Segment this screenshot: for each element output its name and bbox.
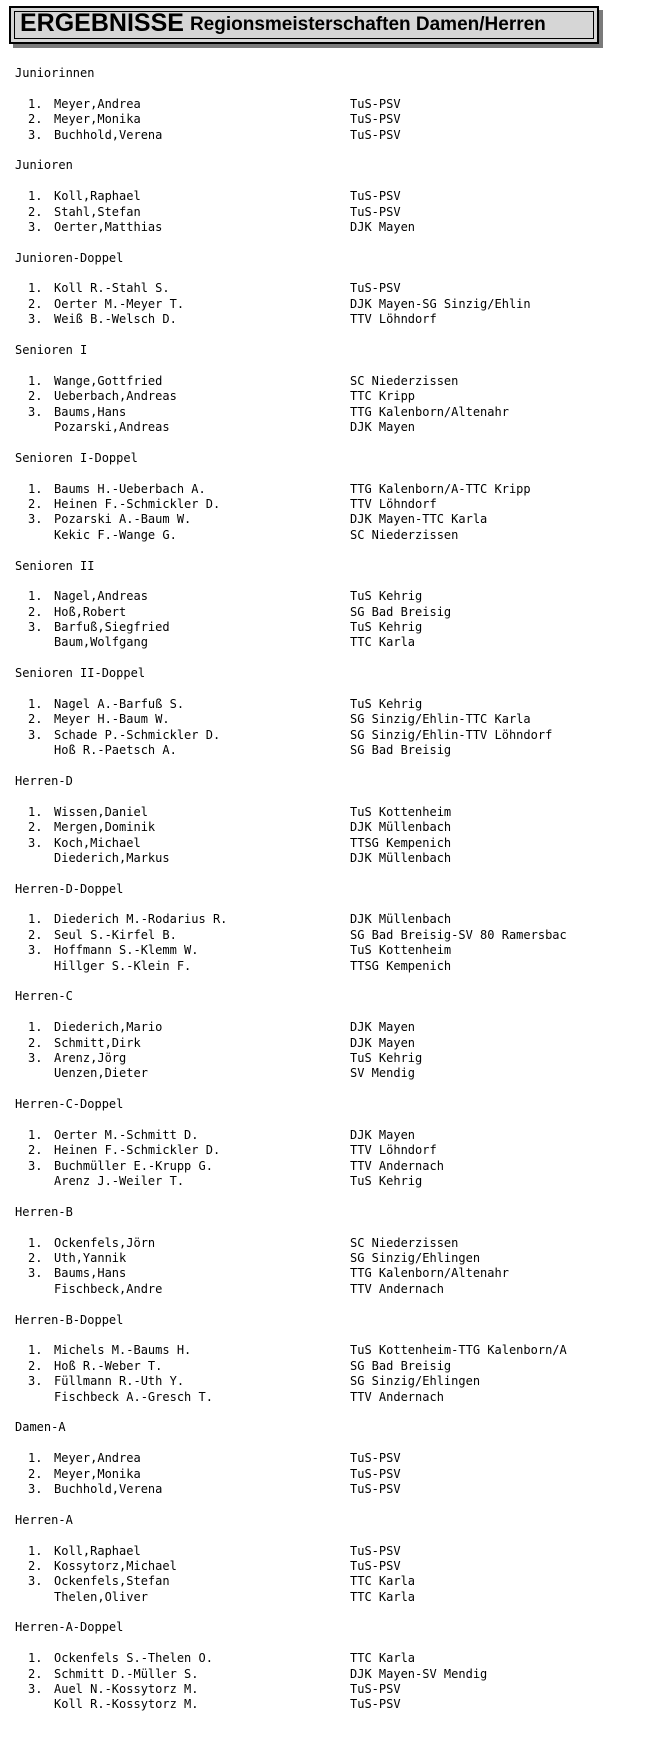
entry-rank: 2.	[28, 112, 43, 127]
entry-rank: 3.	[28, 1481, 43, 1496]
entry-player-name: Koll R.-Stahl S.	[54, 281, 170, 296]
entry-club: DJK Mayen-SV Mendig	[350, 1666, 488, 1681]
result-section	[15, 774, 655, 866]
list-item	[15, 1174, 655, 1189]
result-section	[15, 1205, 655, 1297]
entry-rank: 2.	[28, 1143, 43, 1158]
entry-list	[15, 97, 655, 143]
entry-player-name: Heinen F.-Schmickler D.	[54, 1143, 221, 1158]
list-item	[15, 1697, 655, 1712]
entry-club: TuS-PSV	[350, 1682, 401, 1697]
entry-rank: 3.	[28, 312, 43, 327]
section-title: Herren-D-Doppel	[15, 881, 124, 896]
entry-club: SG Sinzig/Ehlingen	[350, 1251, 481, 1266]
entry-list	[15, 374, 655, 436]
entry-list	[15, 1236, 655, 1298]
entry-club: TuS-PSV	[350, 1558, 401, 1573]
list-item	[15, 220, 655, 235]
entry-rank: 2.	[28, 1035, 43, 1050]
entry-club: DJK Mayen-TTC Karla	[350, 512, 488, 527]
list-item	[15, 605, 655, 620]
entry-club: TuS-PSV	[350, 281, 401, 296]
list-item	[15, 1020, 655, 1035]
header-inner-frame	[14, 11, 594, 39]
entry-player-name: Seul S.-Kirfel B.	[54, 927, 177, 942]
entry-player-name: Meyer,Monika	[54, 112, 141, 127]
entry-player-name: Koll,Raphael	[54, 189, 141, 204]
result-section	[15, 66, 655, 143]
entry-rank: 1.	[28, 1343, 43, 1358]
entry-club: TTC Karla	[350, 1651, 416, 1666]
entry-club: DJK Mayen	[350, 1127, 416, 1142]
entry-player-name: Diederich M.-Rodarius R.	[54, 912, 228, 927]
entry-rank: 3.	[28, 943, 43, 958]
entry-rank: 2.	[28, 1558, 43, 1573]
section-title: Junioren-Doppel	[15, 250, 124, 265]
entry-club: TTSG Kempenich	[350, 958, 452, 973]
entry-player-name: Kekic F.-Wange G.	[54, 527, 177, 542]
entry-player-name: Schade P.-Schmickler D.	[54, 727, 221, 742]
page-title: ERGEBNISSE	[20, 11, 184, 37]
section-title: Juniorinnen	[15, 66, 95, 80]
section-title: Senioren I	[15, 343, 88, 358]
section-title: Herren-B	[15, 1204, 73, 1219]
entry-rank: 2.	[28, 712, 43, 727]
entry-club: DJK Mayen	[350, 419, 416, 434]
entry-list	[15, 697, 655, 759]
entry-player-name: Thelen,Oliver	[54, 1589, 148, 1604]
list-item	[15, 635, 655, 650]
entry-player-name: Buchhold,Verena	[54, 1481, 163, 1496]
entry-rank: 3.	[28, 512, 43, 527]
entry-player-name: Buchhold,Verena	[54, 127, 163, 142]
entry-club: TuS-PSV	[350, 112, 401, 127]
list-item	[15, 1266, 655, 1281]
entry-player-name: Hoß,Robert	[54, 604, 127, 619]
entry-player-name: Fischbeck,Andre	[54, 1281, 163, 1296]
entry-player-name: Meyer,Monika	[54, 1466, 141, 1481]
entry-club: TuS Kehrig	[350, 589, 423, 604]
entry-player-name: Uth,Yannik	[54, 1251, 127, 1266]
list-item	[15, 697, 655, 712]
entry-list	[15, 281, 655, 327]
list-item	[15, 281, 655, 296]
entry-list	[15, 1651, 655, 1713]
entry-rank: 3.	[28, 404, 43, 419]
entry-player-name: Ockenfels,Stefan	[54, 1574, 170, 1589]
entry-club: TTG Kalenborn/Altenahr	[350, 1266, 509, 1281]
list-item	[15, 1128, 655, 1143]
list-item	[15, 405, 655, 420]
list-item	[15, 1282, 655, 1297]
list-item	[15, 1482, 655, 1497]
entry-rank: 3.	[28, 219, 43, 234]
section-title: Damen-A	[15, 1420, 66, 1435]
section-title: Junioren	[15, 158, 73, 173]
entry-club: DJK Mayen	[350, 219, 416, 234]
list-item	[15, 820, 655, 835]
list-item	[15, 712, 655, 727]
entry-rank: 1.	[28, 1235, 43, 1250]
entry-player-name: Hoffmann S.-Klemm W.	[54, 943, 199, 958]
entry-club: SG Bad Breisig	[350, 604, 452, 619]
entry-rank: 1.	[28, 1543, 43, 1558]
entry-club: TTV Löhndorf	[350, 312, 437, 327]
entry-club: TuS-PSV	[350, 1451, 401, 1466]
entry-player-name: Baums,Hans	[54, 1266, 127, 1281]
entry-rank: 3.	[28, 1051, 43, 1065]
entry-rank: 2.	[28, 204, 43, 219]
list-item	[15, 912, 655, 927]
entry-rank: 1.	[28, 912, 43, 927]
entry-club: SG Sinzig/Ehlin-TTV Löhndorf	[350, 727, 553, 742]
entry-player-name: Diederich,Markus	[54, 850, 170, 865]
list-item	[15, 374, 655, 389]
entry-player-name: Arenz J.-Weiler T.	[54, 1174, 185, 1189]
entry-club: TuS Kottenheim	[350, 943, 452, 958]
entry-rank: 1.	[28, 1020, 43, 1035]
entry-club: TuS-PSV	[350, 1697, 401, 1712]
list-item	[15, 1574, 655, 1589]
entry-club: TuS Kottenheim	[350, 804, 452, 819]
entry-rank: 1.	[28, 96, 43, 111]
list-item	[15, 1467, 655, 1482]
result-section	[15, 1620, 655, 1712]
entry-rank: 2.	[28, 1251, 43, 1266]
entry-rank: 1.	[28, 804, 43, 819]
list-item	[15, 1667, 655, 1682]
list-item	[15, 1590, 655, 1605]
entry-player-name: Hillger S.-Klein F.	[54, 958, 192, 973]
entry-club: TTC Kripp	[350, 389, 416, 404]
list-item	[15, 1359, 655, 1374]
entry-player-name: Pozarski A.-Baum W.	[54, 512, 192, 527]
entry-player-name: Koll R.-Kossytorz M.	[54, 1697, 199, 1712]
entry-club: TuS Kottenheim-TTG Kalenborn/A	[350, 1343, 567, 1358]
entry-player-name: Barfuß,Siegfried	[54, 620, 170, 635]
list-item	[15, 943, 655, 958]
entry-player-name: Meyer H.-Baum W.	[54, 712, 170, 727]
list-item	[15, 959, 655, 974]
entry-rank: 1.	[28, 189, 43, 204]
section-title: Senioren II-Doppel	[15, 666, 146, 681]
list-item	[15, 128, 655, 143]
list-item	[15, 189, 655, 204]
entry-club: TTV Andernach	[350, 1389, 444, 1404]
entry-rank: 1.	[28, 1651, 43, 1666]
entry-rank: 2.	[28, 496, 43, 511]
entry-club: TuS-PSV	[350, 1481, 401, 1496]
entry-club: SG Bad Breisig	[350, 1358, 452, 1373]
entry-rank: 1.	[28, 481, 43, 496]
entry-club: TTV Andernach	[350, 1281, 444, 1296]
entry-club: TuS Kehrig	[350, 1051, 423, 1065]
list-item	[15, 1390, 655, 1405]
entry-rank: 2.	[28, 604, 43, 619]
entry-rank: 2.	[28, 927, 43, 942]
section-title: Herren-B-Doppel	[15, 1312, 124, 1327]
entry-rank: 3.	[28, 127, 43, 142]
list-item	[15, 528, 655, 543]
list-item	[15, 1036, 655, 1051]
entry-club: SG Sinzig/Ehlingen	[350, 1374, 481, 1389]
entry-list	[15, 482, 655, 544]
list-item	[15, 1343, 655, 1358]
entry-club: TTC Karla	[350, 1574, 416, 1589]
section-title: Senioren I-Doppel	[15, 450, 138, 465]
entry-club: DJK Müllenbach	[350, 820, 452, 835]
list-item	[15, 836, 655, 851]
entry-player-name: Fischbeck A.-Gresch T.	[54, 1389, 213, 1404]
entry-club: TTG Kalenborn/Altenahr	[350, 404, 509, 419]
section-title: Herren-C-Doppel	[15, 1097, 124, 1112]
entry-player-name: Meyer,Andrea	[54, 96, 141, 111]
entry-rank: 2.	[28, 1666, 43, 1681]
header-banner	[9, 6, 599, 44]
entry-club: TTV Löhndorf	[350, 496, 437, 511]
result-section	[15, 882, 655, 974]
entry-player-name: Wange,Gottfried	[54, 373, 163, 388]
entry-player-name: Arenz,Jörg	[54, 1051, 127, 1065]
result-section	[15, 343, 655, 435]
list-item	[15, 1066, 655, 1081]
list-item	[15, 620, 655, 635]
result-section	[15, 1313, 655, 1405]
entry-club: TuS-PSV	[350, 204, 401, 219]
entry-player-name: Hoß R.-Paetsch A.	[54, 743, 177, 758]
entry-list	[15, 1128, 655, 1190]
list-item	[15, 420, 655, 435]
list-item	[15, 1682, 655, 1697]
entry-list	[15, 589, 655, 651]
list-item	[15, 805, 655, 820]
list-item	[15, 97, 655, 112]
entry-club: TuS-PSV	[350, 1466, 401, 1481]
entry-rank: 2.	[28, 1358, 43, 1373]
entry-player-name: Diederich,Mario	[54, 1020, 163, 1035]
entry-club: SV Mendig	[350, 1066, 416, 1081]
result-section	[15, 1513, 655, 1605]
result-section	[15, 559, 655, 651]
entry-player-name: Hoß R.-Weber T.	[54, 1358, 163, 1373]
entry-club: SG Sinzig/Ehlin-TTC Karla	[350, 712, 531, 727]
entry-player-name: Ockenfels,Jörn	[54, 1235, 156, 1250]
entry-club: TuS-PSV	[350, 1543, 401, 1558]
entry-rank: 3.	[28, 1158, 43, 1173]
entry-list	[15, 1451, 655, 1497]
list-item	[15, 389, 655, 404]
entry-player-name: Schmitt D.-Müller S.	[54, 1666, 199, 1681]
entry-rank: 3.	[28, 1682, 43, 1697]
entry-club: DJK Mayen	[350, 1035, 416, 1050]
entry-player-name: Ockenfels S.-Thelen O.	[54, 1651, 213, 1666]
list-item	[15, 205, 655, 220]
entry-rank: 3.	[28, 620, 43, 635]
entry-club: SC Niederzissen	[350, 373, 459, 388]
entry-player-name: Weiß B.-Welsch D.	[54, 312, 177, 327]
entry-club: DJK Müllenbach	[350, 912, 452, 927]
list-item	[15, 589, 655, 604]
list-item	[15, 512, 655, 527]
list-item	[15, 728, 655, 743]
entry-rank: 1.	[28, 1451, 43, 1466]
section-title: Herren-A	[15, 1512, 73, 1527]
list-item	[15, 1451, 655, 1466]
entry-player-name: Oerter,Matthias	[54, 219, 163, 234]
entry-player-name: Pozarski,Andreas	[54, 419, 170, 434]
entry-rank: 2.	[28, 820, 43, 835]
entry-player-name: Michels M.-Baums H.	[54, 1343, 192, 1358]
entry-player-name: Baums H.-Ueberbach A.	[54, 481, 206, 496]
entry-player-name: Mergen,Dominik	[54, 820, 156, 835]
entry-rank: 1.	[28, 1127, 43, 1142]
entry-player-name: Auel N.-Kossytorz M.	[54, 1682, 199, 1697]
section-title: Herren-C	[15, 989, 73, 1004]
list-item	[15, 112, 655, 127]
entry-player-name: Füllmann R.-Uth Y.	[54, 1374, 185, 1389]
entry-club: TTG Kalenborn/A-TTC Kripp	[350, 481, 531, 496]
entry-rank: 3.	[28, 727, 43, 742]
entry-rank: 1.	[28, 281, 43, 296]
entry-club: SC Niederzissen	[350, 1235, 459, 1250]
entry-list	[15, 1343, 655, 1405]
list-item	[15, 743, 655, 758]
result-section	[15, 251, 655, 328]
entry-player-name: Ueberbach,Andreas	[54, 389, 177, 404]
entry-list	[15, 189, 655, 235]
entry-rank: 3.	[28, 1574, 43, 1589]
entry-rank: 2.	[28, 389, 43, 404]
entry-rank: 3.	[28, 1266, 43, 1281]
entry-rank: 1.	[28, 697, 43, 712]
entry-club: DJK Mayen	[350, 1020, 416, 1035]
section-title: Herren-A-Doppel	[15, 1620, 124, 1635]
entry-rank: 3.	[28, 835, 43, 850]
entry-club: TuS Kehrig	[350, 1174, 423, 1189]
entry-club: TuS-PSV	[350, 189, 401, 204]
section-title: Herren-D	[15, 773, 73, 788]
list-item	[15, 312, 655, 327]
entry-club: DJK Mayen-SG Sinzig/Ehlin	[350, 296, 531, 311]
list-item	[15, 1544, 655, 1559]
entry-club: TTV Andernach	[350, 1158, 444, 1173]
entry-club: TTC Karla	[350, 1589, 416, 1604]
list-item	[15, 497, 655, 512]
entry-rank: 2.	[28, 1466, 43, 1481]
entry-player-name: Schmitt,Dirk	[54, 1035, 141, 1050]
list-item	[15, 1651, 655, 1666]
results-list	[15, 66, 655, 1728]
result-section	[15, 158, 655, 235]
list-item	[15, 1559, 655, 1574]
entry-club: DJK Müllenbach	[350, 850, 452, 865]
entry-player-name: Koll,Raphael	[54, 1543, 141, 1558]
entry-club: TTV Löhndorf	[350, 1143, 437, 1158]
entry-club: TuS Kehrig	[350, 620, 423, 635]
entry-rank: 2.	[28, 296, 43, 311]
entry-player-name: Wissen,Daniel	[54, 804, 148, 819]
list-item	[15, 1159, 655, 1174]
entry-list	[15, 1544, 655, 1606]
list-item	[15, 1143, 655, 1158]
entry-list	[15, 1020, 655, 1082]
section-title: Senioren II	[15, 558, 95, 573]
entry-player-name: Stahl,Stefan	[54, 204, 141, 219]
entry-club: SG Bad Breisig	[350, 743, 452, 758]
list-item	[15, 928, 655, 943]
list-item	[15, 1236, 655, 1251]
entry-club: TTC Karla	[350, 635, 416, 650]
result-section	[15, 666, 655, 758]
list-item	[15, 297, 655, 312]
entry-club: TuS-PSV	[350, 96, 401, 111]
result-section	[15, 1097, 655, 1189]
entry-list	[15, 805, 655, 867]
entry-player-name: Nagel A.-Barfuß S.	[54, 697, 185, 712]
entry-club: SG Bad Breisig-SV 80 Ramersbac	[350, 927, 567, 942]
list-item	[15, 1251, 655, 1266]
entry-player-name: Heinen F.-Schmickler D.	[54, 496, 221, 511]
entry-rank: 1.	[28, 589, 43, 604]
list-item	[15, 851, 655, 866]
entry-club: TuS-PSV	[350, 127, 401, 142]
entry-club: SC Niederzissen	[350, 527, 459, 542]
list-item	[15, 482, 655, 497]
list-item	[15, 1051, 655, 1066]
entry-player-name: Nagel,Andreas	[54, 589, 148, 604]
entry-player-name: Kossytorz,Michael	[54, 1558, 177, 1573]
entry-player-name: Oerter M.-Meyer T.	[54, 296, 185, 311]
entry-player-name: Oerter M.-Schmitt D.	[54, 1127, 199, 1142]
result-section	[15, 451, 655, 543]
page-subtitle: Regionsmeisterschaften Damen/Herren	[189, 14, 546, 35]
entry-player-name: Baums,Hans	[54, 404, 127, 419]
entry-player-name: Meyer,Andrea	[54, 1451, 141, 1466]
entry-player-name: Baum,Wolfgang	[54, 635, 148, 650]
result-section	[15, 989, 655, 1081]
list-item	[15, 1374, 655, 1389]
result-section	[15, 1420, 655, 1497]
entry-rank: 3.	[28, 1374, 43, 1389]
entry-rank: 1.	[28, 373, 43, 388]
entry-player-name: Uenzen,Dieter	[54, 1066, 148, 1081]
entry-player-name: Buchmüller E.-Krupp G.	[54, 1158, 213, 1173]
entry-player-name: Koch,Michael	[54, 835, 141, 850]
entry-list	[15, 912, 655, 974]
entry-club: TTSG Kempenich	[350, 835, 452, 850]
entry-club: TuS Kehrig	[350, 697, 423, 712]
